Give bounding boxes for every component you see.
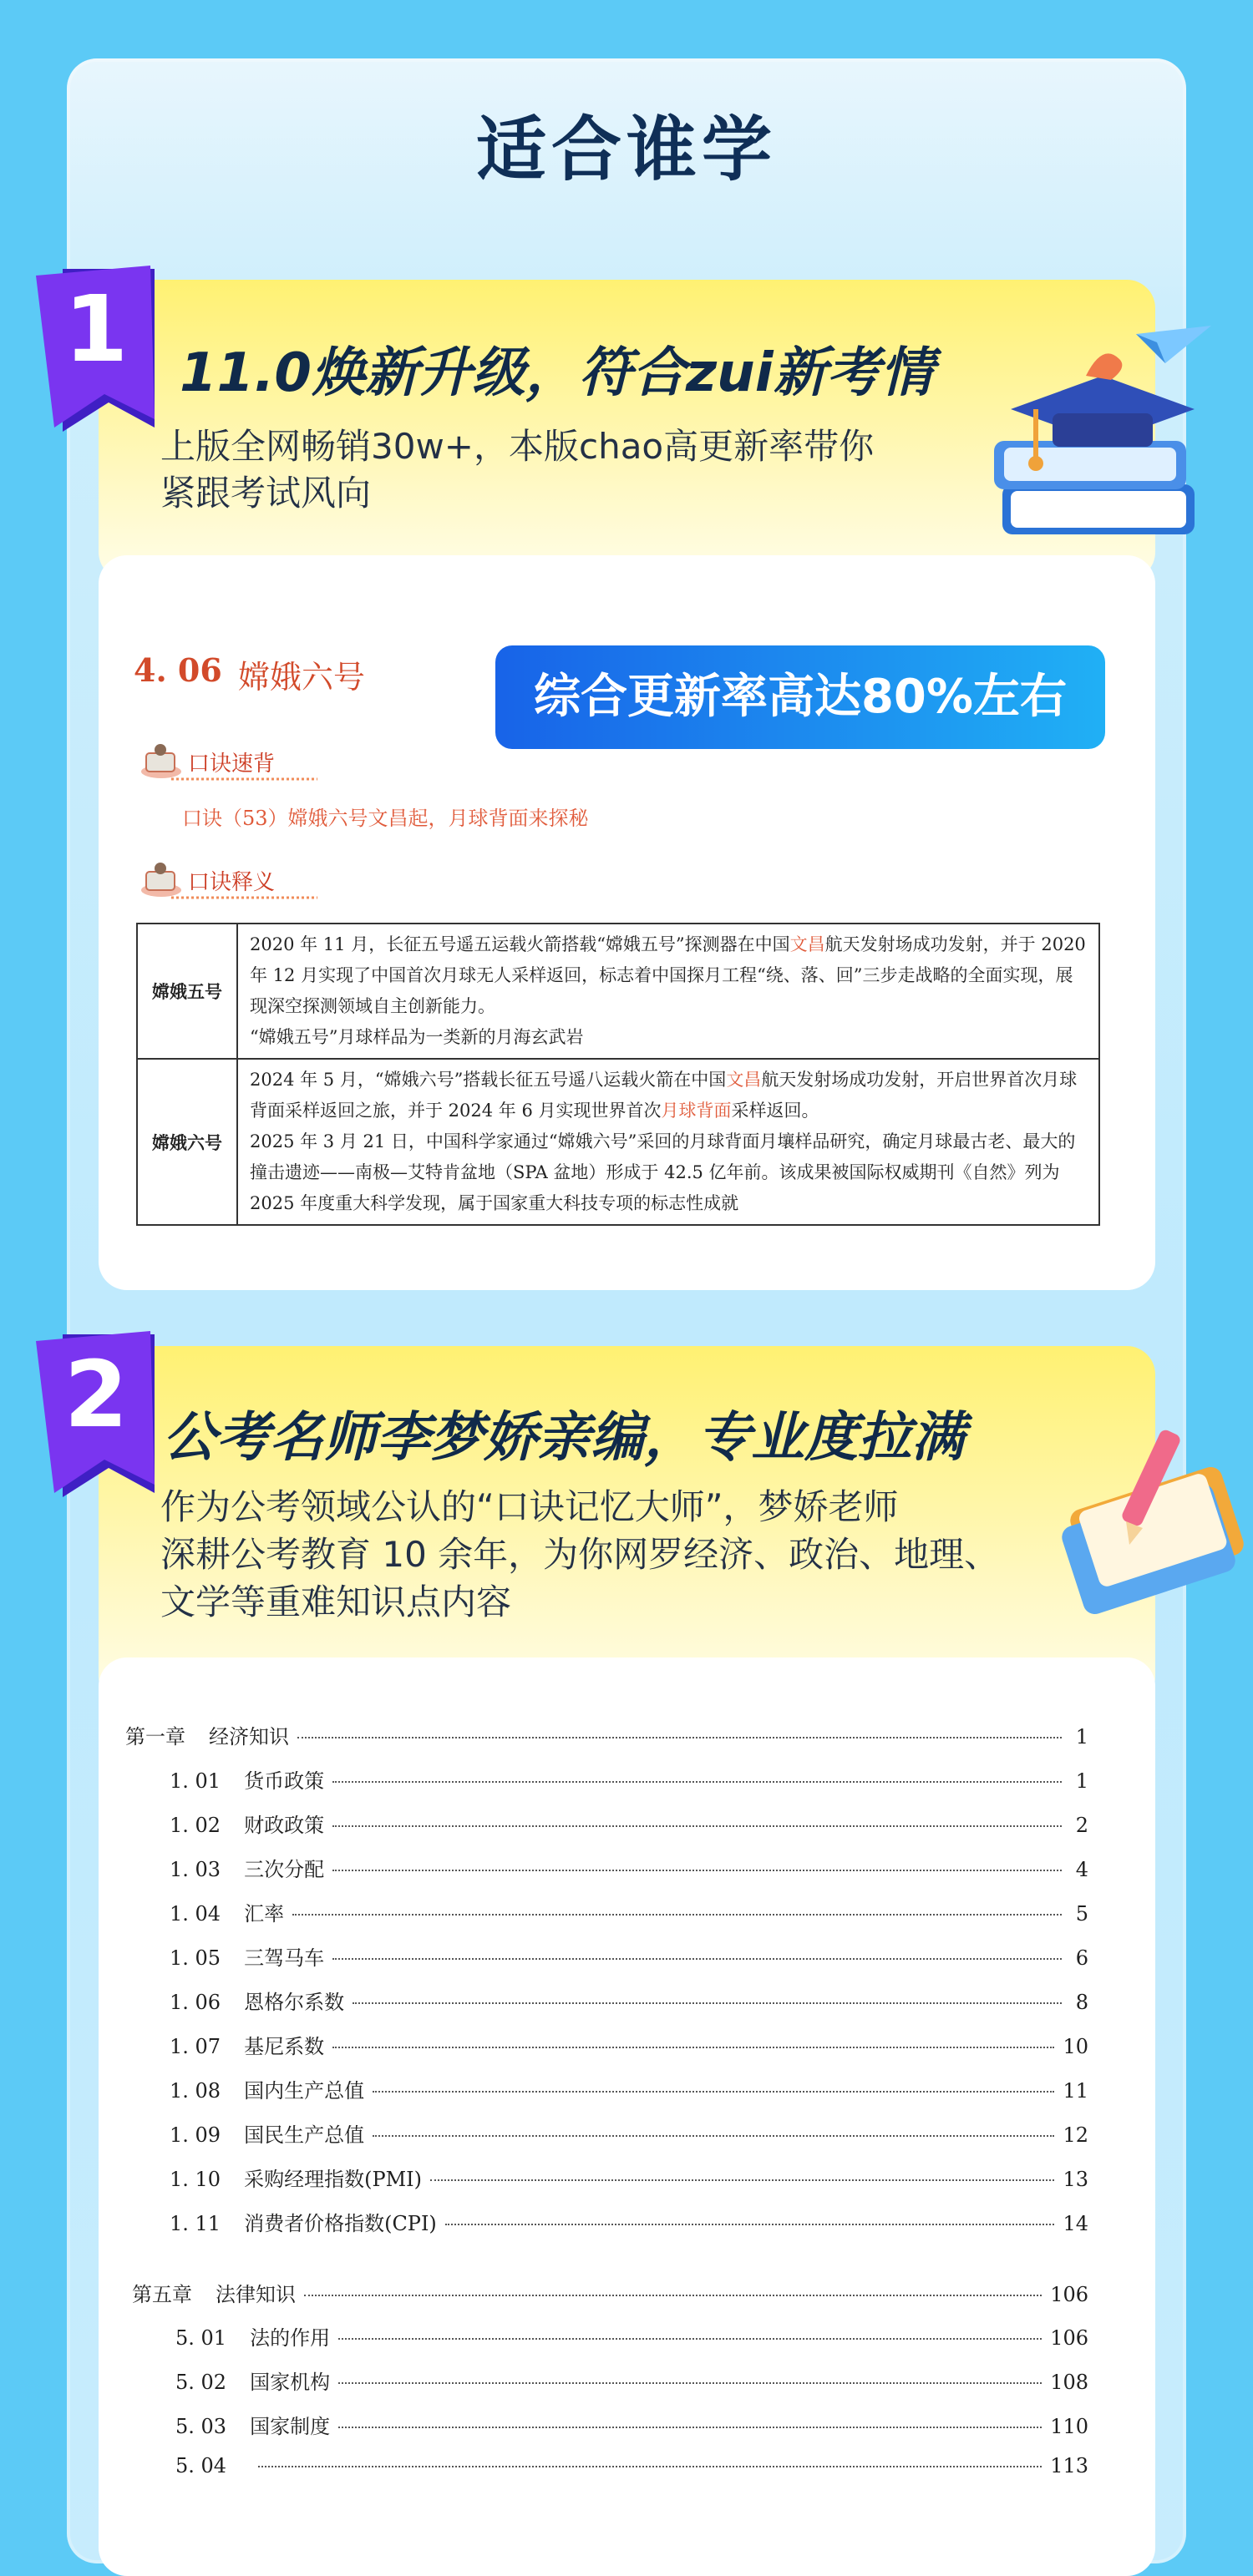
section1-heading: 11.0焕新升级，符合zui新考情 [180, 342, 934, 404]
toc-number: 1. 04 [170, 1902, 221, 1926]
toc-title: 消费者价格指数(CPI) [244, 2212, 437, 2235]
toc-title: 汇率 [244, 1902, 285, 1926]
toc-item-row [170, 2118, 1088, 2148]
toc-number: 1. 01 [170, 1769, 221, 1793]
toc-title: 国民生产总值 [244, 2123, 365, 2147]
toc-number: 5. 01 [175, 2326, 227, 2350]
section1-number: 1 [63, 276, 129, 382]
toc-page-number: 10 [1063, 2035, 1088, 2058]
toc-title: 三驾马车 [244, 1946, 325, 1970]
toc-page-number: 14 [1063, 2212, 1088, 2235]
toc-page-number: 106 [1050, 2283, 1088, 2306]
toc-leader-dots [332, 1825, 1062, 1827]
toc-number: 1. 07 [170, 2035, 221, 2058]
lesson-title: 嫦娥六号 [238, 659, 366, 696]
toc-number: 1. 06 [170, 1991, 221, 2014]
lesson-number: 4. 06 [134, 651, 222, 689]
toc-page-number: 106 [1050, 2326, 1088, 2350]
toc-title: 法律知识 [216, 2283, 296, 2306]
toc-page-number: 2 [1075, 1814, 1088, 1837]
toc-title: 国内生产总值 [244, 2079, 365, 2103]
toc-title: 经济知识 [209, 1725, 289, 1749]
toc-leader-dots [332, 2047, 1054, 2048]
toc-number: 第一章 [125, 1725, 185, 1749]
toc-item-row [175, 2321, 1088, 2351]
toc-leader-dots [445, 2224, 1055, 2225]
toc-number: 1. 03 [170, 1858, 221, 1881]
notebook-pencil-icon [1061, 1411, 1245, 1628]
section1-desc-line1: 上版全网畅销30w+，本版chao高更新率带你 [160, 426, 875, 467]
comparison-table [136, 923, 1100, 1226]
toc-leader-dots [258, 2466, 1042, 2467]
toc-item-row [170, 1897, 1088, 1926]
toc-item-row [170, 2074, 1088, 2103]
toc-title: 三次分配 [244, 1858, 325, 1881]
section2-heading: 公考名师李梦娇亲编，专业度拉满 [163, 1407, 965, 1469]
toc-page-number: 108 [1050, 2371, 1088, 2394]
toc-chapter-row [132, 2278, 1088, 2307]
table-row [137, 1059, 1099, 1225]
page-title: 适合谁学 [475, 109, 777, 190]
row1-paragraph1: 2020 年 11 月，长征五号遥五运载火箭搭载“嫦娥五号”探测器在中国文昌航天发射场成功发射，并于 2020 年 12 月实现了中国首次月球无人采样返回，标志着中国探月工程“绕、落、回”三步走战略的全面实现，展现深空探测领域自主创新能力。 [250, 934, 1086, 1016]
toc-page-number: 8 [1075, 1991, 1088, 2014]
toc-page-number: 5 [1075, 1902, 1088, 1926]
toc-chapter-row [125, 1720, 1088, 1749]
tag-underline [138, 893, 317, 902]
toc-item-row [170, 1986, 1088, 2015]
toc-number: 5. 02 [175, 2371, 227, 2394]
toc-page-number: 1 [1075, 1725, 1088, 1749]
section2-ribbon-badge [29, 1326, 163, 1510]
tag-explain-label: 口诀释义 [188, 870, 276, 895]
toc-page-number: 113 [1050, 2454, 1088, 2477]
toc-page-number: 1 [1075, 1769, 1088, 1793]
tag-explain [138, 860, 322, 902]
toc-number: 5. 03 [175, 2415, 227, 2438]
update-rate-badge: 综合更新率高达80%左右 [495, 645, 1105, 749]
toc-title: 财政政策 [244, 1814, 325, 1837]
toc-item-row [170, 1941, 1088, 1971]
toc-number: 1. 10 [170, 2168, 221, 2191]
toc-leader-dots [373, 2091, 1054, 2093]
toc-leader-dots [292, 1914, 1062, 1916]
mnemonic-text: 口诀（53）嫦娥六号文昌起，月球背面来探秘 [182, 807, 589, 830]
toc-number: 1. 05 [170, 1946, 221, 1970]
toc-item-row [175, 2366, 1088, 2395]
toc-leader-dots [332, 1781, 1062, 1783]
section2-number: 2 [63, 1341, 129, 1448]
toc-number: 1. 11 [170, 2212, 221, 2235]
row2-paragraph1: 2024 年 5 月，“嫦娥六号”搭载长征五号遥八运载火箭在中国文昌航天发射场成功发射，开启世界首次月球背面采样返回之旅，并于 2024 年 6 月实现世界首次月球背面采样返回。 [250, 1070, 1078, 1121]
toc-number: 1. 08 [170, 2079, 221, 2103]
toc-page-number: 6 [1075, 1946, 1088, 1970]
toc-page-number: 11 [1063, 2079, 1088, 2103]
toc-title: 国家机构 [250, 2371, 331, 2394]
toc-title: 法的作用 [250, 2326, 331, 2350]
section2-desc-line1: 作为公考领域公认的“口诀记忆大师”，梦娇老师 [160, 1486, 899, 1527]
toc-leader-dots [338, 2382, 1042, 2384]
section1-ribbon-badge [29, 261, 163, 444]
section1-desc-line2: 紧跟考试风向 [160, 473, 372, 514]
toc-title: 恩格尔系数 [244, 1991, 345, 2014]
toc-page-number: 4 [1075, 1858, 1088, 1881]
toc-page-number: 13 [1063, 2168, 1088, 2191]
toc-title: 货币政策 [244, 1769, 325, 1793]
tag-recite-label: 口诀速背 [188, 752, 276, 777]
toc-page-number: 110 [1050, 2415, 1088, 2438]
row2-body [237, 1059, 1099, 1225]
tag-underline [138, 775, 317, 783]
toc-leader-dots [353, 2002, 1062, 2004]
toc-item-row [170, 1764, 1088, 1794]
toc-item-row [170, 1809, 1088, 1838]
toc-number: 5. 04 [175, 2454, 227, 2477]
toc-page-number: 12 [1063, 2123, 1088, 2147]
toc-number: 第五章 [132, 2283, 192, 2306]
toc-item-row [170, 2163, 1088, 2192]
toc-item-row [175, 2454, 1088, 2477]
toc-item-row [175, 2410, 1088, 2439]
toc-leader-dots [373, 2135, 1054, 2137]
row1-body [237, 924, 1099, 1059]
toc-leader-dots [297, 1737, 1062, 1738]
toc-leader-dots [304, 2295, 1042, 2296]
toc-item-row [170, 1853, 1088, 1882]
toc-title: 采购经理指数(PMI) [244, 2168, 423, 2191]
toc-number: 1. 09 [170, 2123, 221, 2147]
row2-paragraph2: 2025 年 3 月 21 日，中国科学家通过“嫦娥六号”采回的月球背面月壤样品研究，确定月球最古老、最大的撞击遗迹——南极—艾特肯盆地（SPA 盆地）形成于 42.5 亿年前。该成果被国际权威期刊《自然》列为 2025 年度重大科学发现，属于国家重大科技专项的标志性成就 [250, 1131, 1076, 1213]
tag-recite [138, 741, 322, 783]
row1-paragraph2: “嫦娥五号”月球样品为一类新的月海玄武岩 [250, 1027, 584, 1047]
section2-desc-line3: 文学等重难知识点内容 [160, 1582, 512, 1622]
table-row [137, 924, 1099, 1059]
toc-leader-dots [338, 2338, 1042, 2340]
row1-label: 嫦娥五号 [137, 924, 237, 1059]
toc-leader-dots [338, 2427, 1042, 2428]
toc-number: 1. 02 [170, 1814, 221, 1837]
section2-desc-line2: 深耕公考教育 10 余年，为你网罗经济、政治、地理、 [160, 1534, 1000, 1575]
toc-title: 基尼系数 [244, 2035, 325, 2058]
toc-item-row [170, 2207, 1088, 2236]
toc-leader-dots [332, 1958, 1062, 1960]
graduation-cap-books-icon [986, 317, 1220, 559]
toc-leader-dots [430, 2179, 1054, 2181]
toc-leader-dots [332, 1870, 1062, 1871]
toc-title: 国家制度 [250, 2415, 331, 2438]
row2-label: 嫦娥六号 [137, 1059, 237, 1225]
toc-item-row [170, 2030, 1088, 2059]
